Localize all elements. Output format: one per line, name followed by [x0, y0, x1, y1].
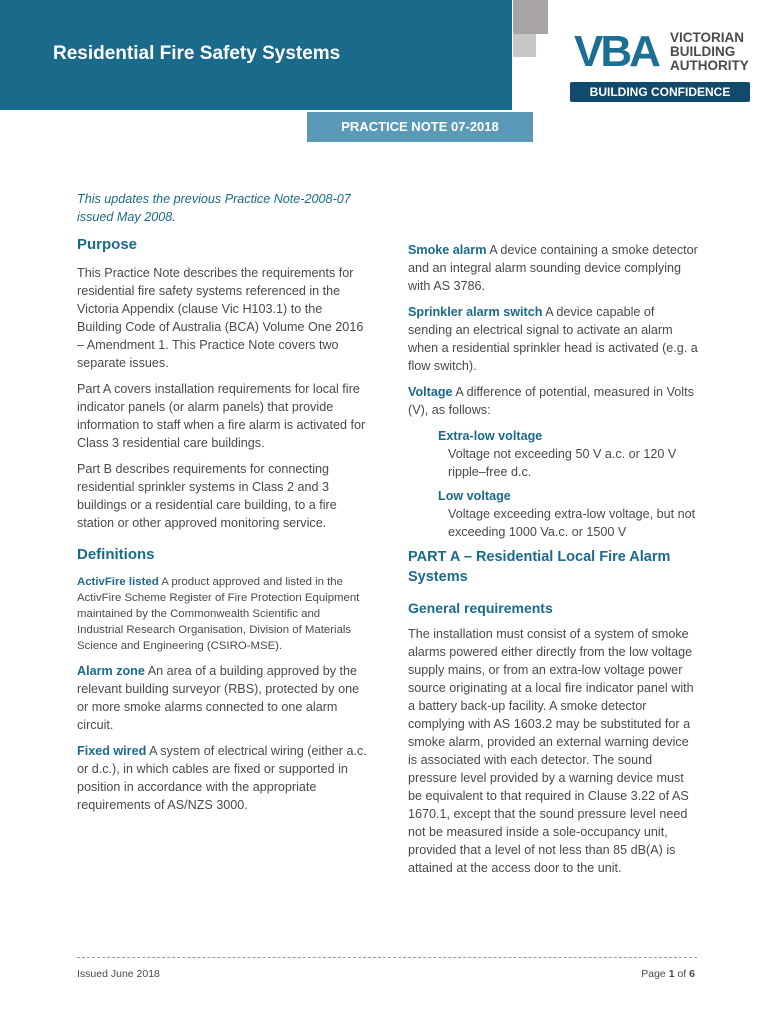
definition-smoke-alarm: [408, 241, 698, 295]
logo-tagline: BUILDING CONFIDENCE: [570, 82, 750, 102]
page-word: Page: [641, 968, 666, 980]
low-voltage-block: [438, 487, 698, 541]
footer-page-number: [641, 968, 695, 980]
definition-term: Fixed wired: [77, 744, 147, 758]
low-voltage-text: Voltage exceeding extra-low voltage, but not exceeding 1000 Va.c. or 1500 V: [448, 507, 696, 539]
extra-low-voltage-title: Extra-low voltage: [438, 429, 543, 443]
purpose-paragraph-3: Part B describes requirements for connecting residential sprinkler systems in Class 2 and 3 buildings or a residential care building, to a fire station or other approved monitoring service.: [77, 462, 337, 530]
logo-word-3: AUTHORITY: [670, 58, 749, 73]
general-requirements-text: The installation must consist of a system of smoke alarms powered either directly from the low voltage supply mains, or from an extra-low voltage power source originating at a local fire indicator panel with a battery back-up facility. A smoke detector complying with AS 1603.2 may be substituted for a smoke alarm, provided an external warning device is associated with each detector. The sound pressure level provided by a warning device must be equivalent to that required in Clause 3.22 of AS 1670.1, except that the sound pressure level need not be measured inside a sole-occupancy unit, provided that a level of not less than 85 dB(A) is attained at the access door to the unit.: [408, 627, 694, 875]
definitions-heading: Definitions: [77, 546, 155, 563]
vba-logo-mark: VBA: [574, 27, 658, 76]
definition-term: Smoke alarm: [408, 243, 487, 257]
purpose-paragraph-2: Part A covers installation requirements for local fire indicator panels (or alarm panels) that provide information to staff when a fire alarm is activated for Class 3 residential care buildings.: [77, 382, 366, 450]
footer-issued: Issued June 2018: [77, 968, 160, 980]
definition-fixed-wired: [77, 742, 367, 814]
definition-text: A system of electrical wiring (either a.c. or d.c.), in which cables are fixed or supported in position in accordance with the appropriate requirements of AS/NZS 3000.: [77, 744, 367, 812]
logo-word-1: VICTORIAN: [670, 30, 745, 45]
document-title: Residential Fire Safety Systems: [53, 43, 341, 64]
definition-text: A device capable of sending an electrical signal to activate an alarm when a residential sprinkler head is activated (e.g. a flow switch).: [408, 305, 698, 373]
low-voltage-title: Low voltage: [438, 489, 511, 503]
extra-low-voltage-text: Voltage not exceeding 50 V a.c. or 120 V ripple–free d.c.: [448, 447, 677, 479]
decorative-square-small: [513, 34, 536, 57]
of-word: of: [677, 968, 687, 980]
left-column: [77, 190, 367, 822]
definition-sprinkler-alarm-switch: [408, 303, 698, 375]
definition-text: A product approved and listed in the ActivFire Scheme Register of Fire Protection Equipment maintained by the Commonwealth Scientific and Industrial Research Organisation, Division of Materials Science and Engineering (CSIRO-MSE).: [77, 576, 360, 652]
vba-logo: [570, 26, 755, 106]
definition-term: Voltage: [408, 385, 453, 399]
definition-alarm-zone: [77, 662, 367, 734]
purpose-heading: Purpose: [77, 236, 138, 253]
definition-term: Alarm zone: [77, 664, 145, 678]
definition-text: An area of a building approved by the relevant building surveyor (RBS), protected by one or more smoke alarms connected to one alarm circuit.: [77, 664, 360, 732]
definition-term: ActivFire listed: [77, 576, 159, 588]
definition-voltage: [408, 383, 698, 419]
right-column: [408, 241, 698, 885]
footer-divider: [77, 957, 697, 958]
part-a-heading: PART A – Residential Local Fire Alarm Systems: [408, 549, 671, 585]
vba-logo-words: [670, 31, 749, 73]
intro-note: This updates the previous Practice Note-2008-07 issued May 2008.: [77, 192, 351, 224]
logo-word-2: BUILDING: [670, 44, 736, 59]
extra-low-voltage-block: [438, 427, 698, 481]
definition-text: A device containing a smoke detector and an integral alarm sounding device complying with AS 3786.: [408, 243, 698, 293]
practice-note-tab: PRACTICE NOTE 07-2018: [307, 112, 533, 142]
purpose-paragraph-1: This Practice Note describes the requirements for residential fire safety systems referenced in the Victoria Appendix (clause Vic H103.1) to the Building Code of Australia (BCA) Volume One 2016 – Amendment 1. This Practice Note covers two separate issues.: [77, 266, 364, 370]
definition-text: A difference of potential, measured in Volts (V), as follows:: [408, 385, 694, 417]
page-total: 6: [689, 968, 695, 980]
definition-term: Sprinkler alarm switch: [408, 305, 543, 319]
general-requirements-heading: General requirements: [408, 600, 553, 616]
page-current: 1: [668, 968, 675, 980]
definition-activfire: [77, 574, 367, 654]
decorative-square: [513, 0, 548, 34]
